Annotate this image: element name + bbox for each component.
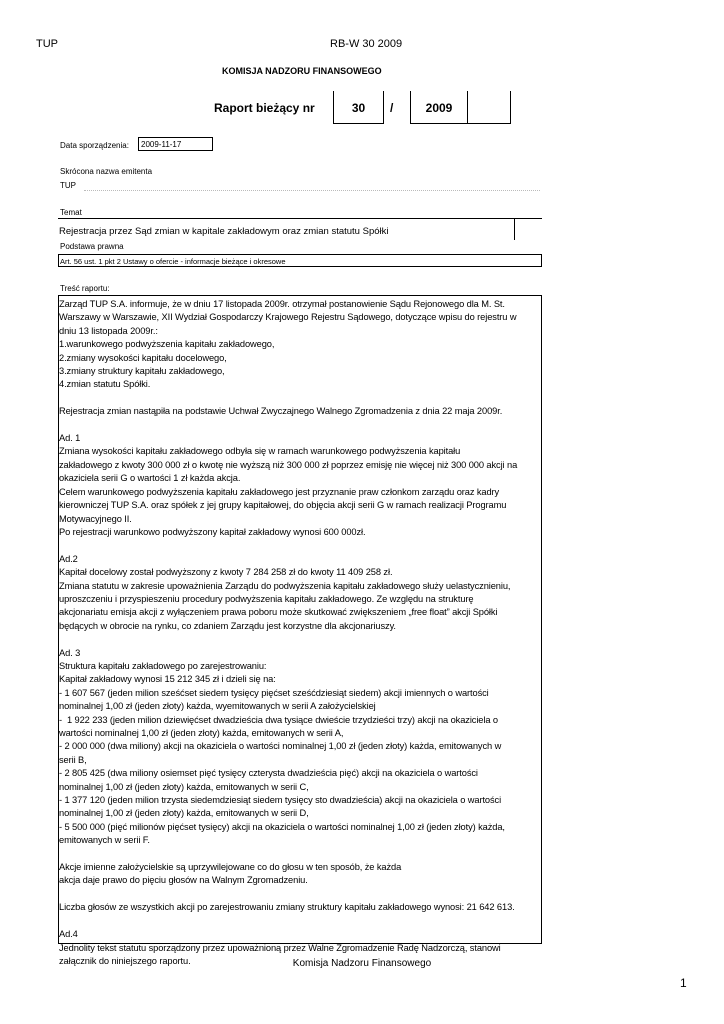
report-content: Zarząd TUP S.A. informuje, że w dniu 17 listopada 2009r. otrzymał postanowienie Sądu Rejonowego dla M. St. Warszawy w Warszawie, XII Wydział Gospodarczy Krajowego Rejestru Sądowego, dotyczące wpisu do rejestru w dniu 13 listopada 2009r.: 1.warunkowego podwyższenia kapitału zakładowego, 2.zmiany wysokości kapitału docelowego, 3.zmiany struktury kapitału zakładowego, 4.zmian statutu Spółki. Rejestracja zmian nastąpiła na podstawie Uchwał Zwyczajnego Walnego Zgromadzenia z dnia 22 maja 2009r. Ad. 1 Zmiana wysokości kapitału zakładowego odbyła się w ramach warunkowego podwyższenia kapitału zakładowego z kwoty 300 000 zł o kwotę nie wyższą niż 300 000 zł poprzez emisję nie więcej niż 300 000 akcji na okaziciela serii G o wartości 1 zł każda akcja. Celem warunkowego podwyższenia kapitału zakładowego jest przyznanie praw członkom zarządu oraz kadry kierowniczej TUP S.A. oraz spółek z jej grupy kapitałowej, do objęcia akcji serii G w ramach realizacji Programu Motywacyjnego II. Po rejestracji warunkowo podwyższony kapitał zakładowy wynosi 600 000zł. Ad.2 Kapitał docelowy został podwyższony z kwoty 7 284 258 zł do kwoty 11 409 258 zł. Zmiana statutu w zakresie upoważnienia Zarządu do podwyższenia kapitału zakładowego służy uelastycznieniu, uproszczeniu i przyspieszeniu procedury podwyższenia kapitału zakładowego. Ze względu na strukturę akcjonariatu emisja akcji z wyłączeniem prawa poboru może skutkować zwiększeniem „free float” akcji Spółki będących w obrocie na rynku, co zdaniem Zarządu jest korzystne dla akcjonariuszy. Ad. 3 Struktura kapitału zakładowego po zarejestrowaniu: Kapitał zakładowy wynosi 15 212 345 zł i dzieli się na: - 1 607 567 (jeden milion sześćset siedem tysięcy pięćset sześćdziesiąt siedem) akcji imiennych o wartości nominalnej 1,00 zł (jeden złoty) każda, wyemitowanych w serii A założycielskiej - 1 922 233 (jeden milion dziewięćset dwadzieścia dwa tysiące dwieście trzydzieści trzy) akcji na okaziciela o wartości nominalnej 1,00 zł (jeden złoty) każda, emitowanych w serii A, - 2 000 000 (dwa miliony) akcji na okaziciela o wartości nominalnej 1,00 zł (jeden złoty) każda, emitowanych w serii B, - 2 805 425 (dwa miliony osiemset pięć tysięcy czterysta dwadzieścia pięć) akcji na okaziciela o wartości nominalnej 1,00 zł (jeden złoty) każda, emitowanych w serii C, - 1 377 120 (jeden milion trzysta siedemdziesiąt siedem tysięcy sto dwadzieścia) akcji na okaziciela o wartości nominalnej 1,00 zł (jeden złoty) każda, emitowanych w serii D, - 5 500 000 (pięć milionów pięćset tysięcy) akcji na okaziciela o wartości nominalnej 1,00 zł (jeden złoty) każda, emitowanych w serii F. Akcje imienne założycielskie są uprzywilejowane co do głosu w ten sposób, że każda akcja daje prawo do pięciu głosów na Walnym Zgromadzeniu. Liczba głosów ze wszystkich akcji po zarejestrowaniu zmiany struktury kapitału zakładowego wynosi: 21 642 613. Ad.4 Jednolity tekst statutu sporządzony przez upoważnioną przez Walne Zgromadzenie Radę Nadzorczą, stanowi załącznik do niniejszego raportu.: [59, 299, 518, 966]
report-title: Raport bieżący nr: [214, 101, 315, 115]
subject-label: Temat: [60, 208, 82, 217]
short-name-label: Skrócona nazwa emitenta: [60, 167, 153, 176]
short-name-value: TUP: [60, 181, 76, 190]
subject-field: Rejestracja przez Sąd zmian w kapitale zakładowym oraz zmian statutu Spółki: [58, 219, 515, 240]
content-label: Treść raportu:: [60, 284, 110, 293]
legal-basis-field: Art. 56 ust. 1 pkt 2 Ustawy o ofercie - informacje bieżące i okresowe: [58, 254, 542, 267]
date-label: Data sporządzenia:: [60, 141, 129, 150]
report-extra-box: [468, 91, 511, 124]
date-field: 2009-11-17: [138, 137, 213, 151]
commission-title: KOMISJA NADZORU FINANSOWEGO: [222, 66, 382, 76]
report-separator: /: [390, 101, 394, 115]
report-year: 2009: [410, 91, 468, 124]
legal-basis-label: Podstawa prawna: [60, 242, 124, 251]
header-issuer: TUP: [36, 38, 58, 50]
footer-commission: Komisja Nadzoru Finansowego: [292, 958, 432, 969]
short-name-underline: [84, 190, 540, 191]
page-number: 1: [680, 976, 687, 990]
report-number: 30: [333, 91, 384, 124]
header-report-code: RB-W 30 2009: [330, 38, 403, 50]
